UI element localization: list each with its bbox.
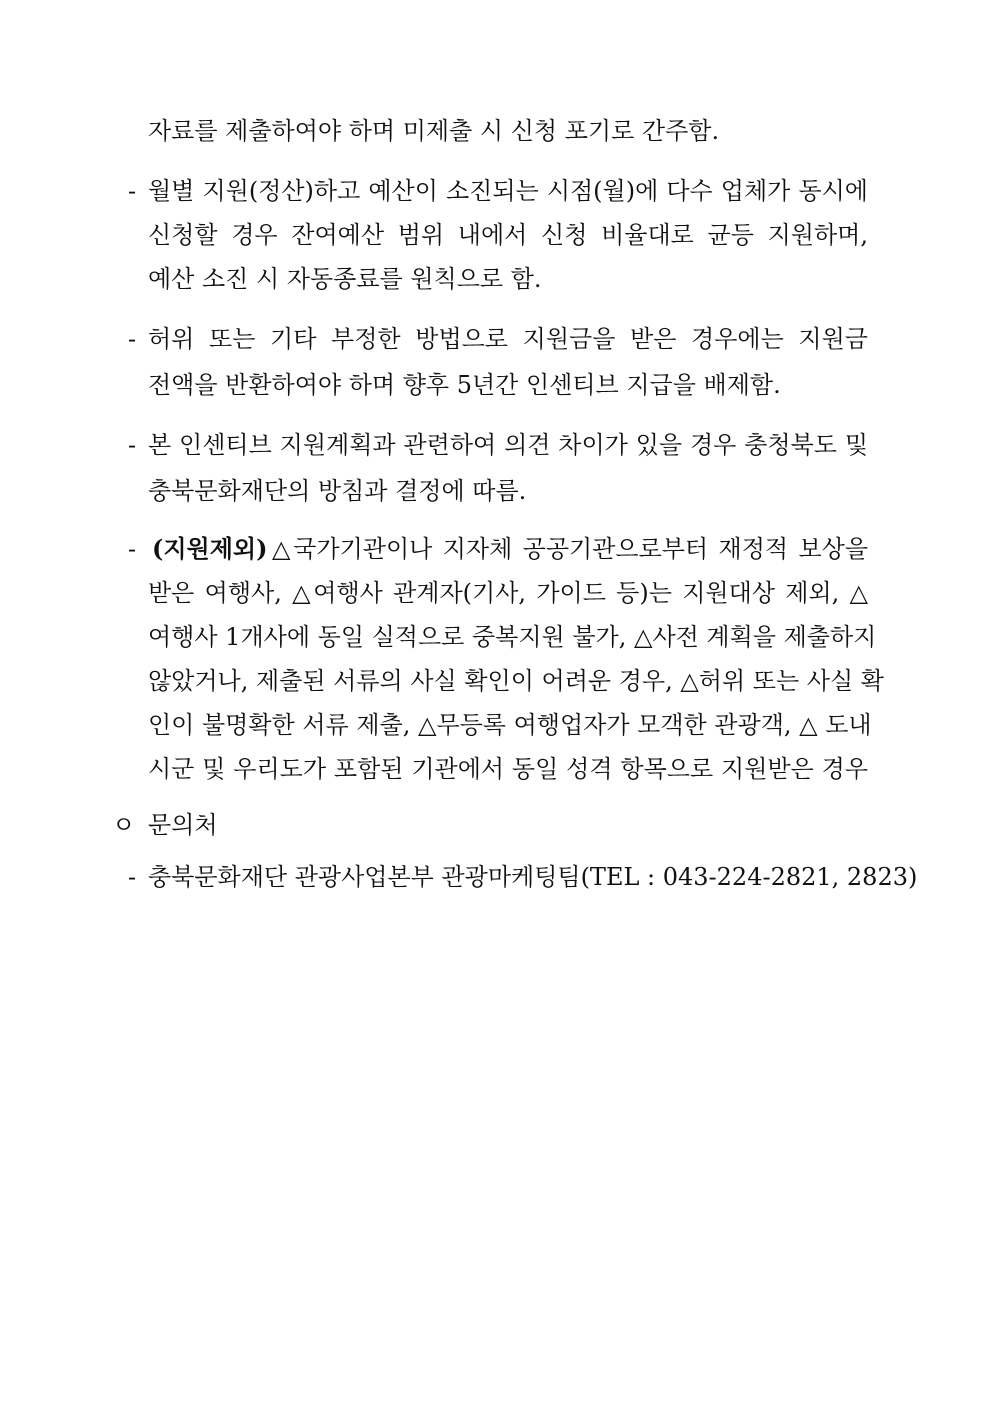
circle-bullet: ㅇ xyxy=(112,811,136,839)
paragraph-line: 허위 또는 기타 부정한 방법으로 지원금을 받은 경우에는 지원금 xyxy=(148,325,868,353)
paragraph-line: 본 인센티브 지원계획과 관련하여 의견 차이가 있을 경우 충청북도 및 xyxy=(148,431,868,459)
paragraph-line: 인이 불명확한 서류 제출, △무등록 여행업자가 모객한 관광객, △ 도내 xyxy=(148,711,872,739)
dash-marker: - xyxy=(128,177,137,205)
paragraph-continuation-line: 자료를 제출하여야 하며 미제출 시 신청 포기로 간주함. xyxy=(148,117,720,145)
dash-marker: - xyxy=(128,325,137,353)
contact-heading: 문의처 xyxy=(148,811,218,839)
dash-marker: - xyxy=(128,431,137,459)
paragraph-line: △국가기관이나 지자체 공공기관으로부터 재정적 보상을 xyxy=(272,535,868,563)
paragraph-line: 충북문화재단의 방침과 결정에 따름. xyxy=(148,477,527,505)
paragraph-line: 시군 및 우리도가 포함된 기관에서 동일 성격 항목으로 지원받은 경우 xyxy=(148,755,868,783)
paragraph-line: 월별 지원(정산)하고 예산이 소진되는 시점(월)에 다수 업체가 동시에 xyxy=(148,177,868,205)
paragraph-line: 신청할 경우 잔여예산 범위 내에서 신청 비율대로 균등 지원하며, xyxy=(148,221,868,249)
dash-marker: - xyxy=(128,535,137,563)
paragraph-line: 예산 소진 시 자동종료를 원칙으로 함. xyxy=(148,265,542,293)
paragraph-line: 않았거나, 제출된 서류의 사실 확인이 어려운 경우, △허위 또는 사실 확 xyxy=(148,667,884,695)
paragraph-line: 여행사 1개사에 동일 실적으로 중복지원 불가, △사전 계획을 제출하지 xyxy=(148,623,877,651)
paragraph-line: 받은 여행사, △여행사 관계자(기사, 가이드 등)는 지원대상 제외, △ xyxy=(148,579,868,607)
dash-marker: - xyxy=(128,863,137,891)
contact-line: 충북문화재단 관광사업본부 관광마케팅팀(TEL : 043-224-2821, 2823) xyxy=(148,863,918,891)
support-exclusion-label: (지원제외) xyxy=(152,534,268,563)
paragraph-line: 전액을 반환하여야 하며 향후 5년간 인센티브 지급을 배제함. xyxy=(148,371,781,399)
